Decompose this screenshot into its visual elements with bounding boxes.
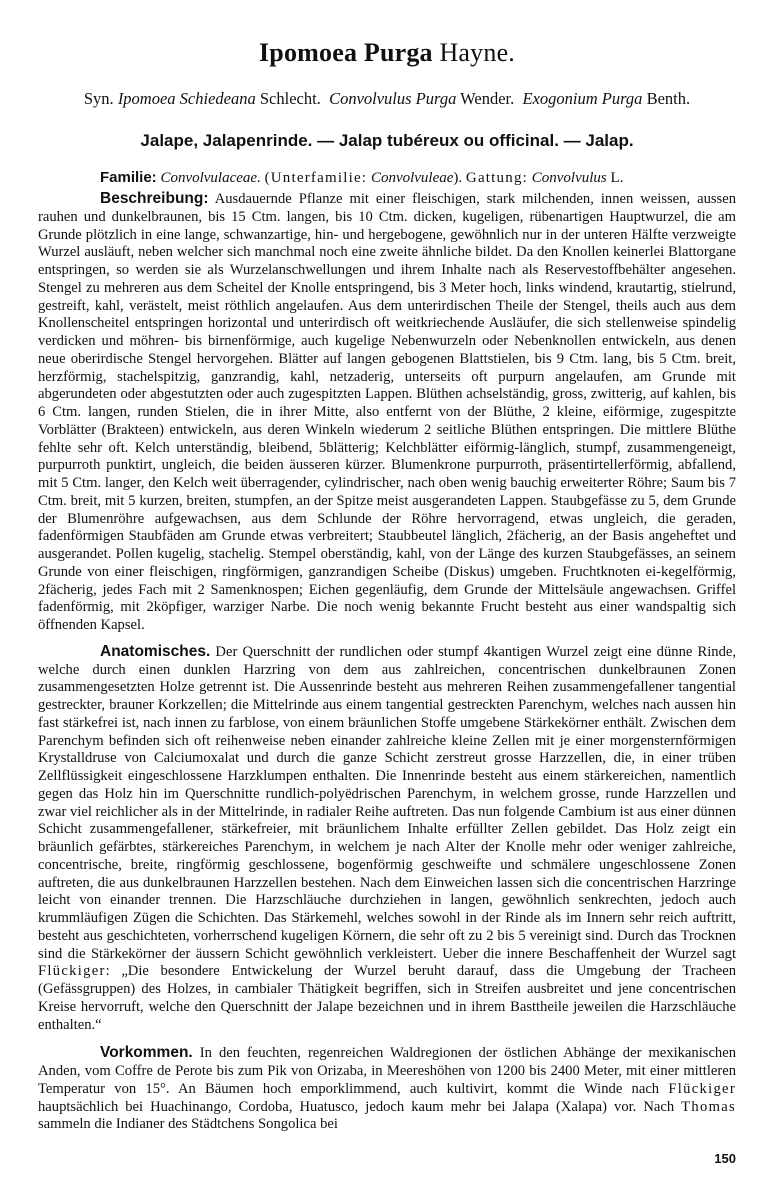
taxonomy-line xyxy=(38,168,736,188)
anatomy-heading: Anatomisches. xyxy=(100,642,211,660)
anatomy-text-before: Der Querschnitt der rundlichen oder stumpf 4kantigen Wurzel zeigt eine dünne Rinde, welche durch einen dunklen Harzring von dem aus zahlreichen, concentrischen dunkelbraunen Zonen zusammengesetzten Holze getrennt ist. Die Aussenrinde besteht aus mehreren Reihen zusammengefallener tangential gestreckter, brauner Korkzellen; die Mittelrinde aus einem tangential gestreckten Parenchym, welches nach aussen hin fast stärkefrei ist, nach innen zu farblose, von einem bräunlichen Stoffe umgebene Stärkekörner enthält. Zwischen dem Parenchym befinden sich oft reihenweise neben einander zahlreiche kleine Zellen mit je einer morgensternförmigen Krystalldruse von Calciumoxalat und durch die ganze Schicht zerstreut grosse Harzzellen, die, in einer trüben Zellflüssigkeit eingeschlossene Harzklumpen enthalten. Die Innenrinde besteht aus einem stärkereichen, namentlich gegen das Holz hin im Querschnitte rundlich-polyëdrischen Parenchym, in welchem grosse, runde Harzzellen und zwar viel reichlicher als in der Mittelrinde, in radialer Reihe auftreten. Das nun folgende Cambium ist aus einer dünnen Schicht zusammengefallener, stärkefreier, mit bräunlichem Inhalte erfüllter Zellen gebildet. Das Holz zeigt ein bräunlich gefärbtes, stärkereiches Parenchym, in welchem je nach Alter der Knolle mehr oder weniger zahlreiche, concentrische, breite, ringförmig geschlossene, bogenförmig geschweifte und schmälere ungeschlossene Zonen auftreten, die aus dunkelbraunen Harzzellen bestehen. Nach dem Einweichen lassen sich die concentrischen Harzringe leicht von einander trennen. Die Harzschläuche durchziehen in langen, gewöhnlich senkrechten, jedoch auch krummläufigen Zügen die Schichten. Das Stärkemehl, welches sowohl in der Rinde als im Innern sehr reich auftritt, besteht aus geschichteten, vorherrschend kugeligen Körnern, die sehr oft zu 2 bis 5 vereinigt sind. Durch das Trocknen sind die Stärkekörner der äussern Schicht gewöhnlich verkleistert. Ueber die innere Beschaffenheit der Wurzel sagt xyxy=(38,643,736,962)
plant-title xyxy=(38,0,736,68)
description-heading: Beschreibung: xyxy=(100,190,209,207)
occurrence-text-middle: hauptsächlich bei Huachinango, Cordoba, Huatusco, jedoch kaum mehr bei Jalapa (Xalapa) vor. Nach xyxy=(38,1098,675,1115)
occurrence-person-2: Thomas xyxy=(681,1098,736,1115)
common-names: Jalape, Jalapenrinde. — Jalap tubéreux ou officinal. — Jalap. xyxy=(140,131,634,150)
subfamily-label: (Unterfamilie: xyxy=(264,170,368,186)
occurrence-text-after: sammeln die Indianer des Städtchens Songolica bei xyxy=(38,1116,338,1133)
description-text: Ausdauernde Pflanze mit einer fleischigen, stark milchenden, innen weissen, aussen rauhen und dunkelbraunen, bis 15 Ctm. langen, bis 10 Ctm. dicken, kugeligen, rübenartigen Hauptwurzel, die am Grunde plötzlich in eine lange, schwanzartige, hin- und hergebogene, gewöhnlich nur in der unteren Hälfte verzweigte Wurzel ausläuft, neben welcher sich manchmal noch eine zweite ähnliche bildet. Da den Knollen keinerlei Blattorgane entspringen, so werden sie als Wurzelanschwellungen und ihrem Inhalte nach als Reservestoffbehälter angesehen. Stengel zu mehreren aus dem Scheitel der Knolle entspringend, bis 3 Meter hoch, links windend, krautartig, stielrund, gestreift, kahl, verästelt, meist röthlich angelaufen. Aus dem unterirdischen Theile der Stengel, theils auch aus dem Knollenscheitel entspringen horizontal und unterirdisch oft weitkriechende Ausläufer, die sich stellenweise spindelig verdicken und möhren- bis birnenförmige, auch kugelige Nebenwurzeln oder Nebenknollen entwickeln, aus denen neue oberirdische Stengel hervorgehen. Blätter auf langen gebogenen Blattstielen, bis 9 Ctm. lang, bis 5 Ctm. breit, herzförmig, stachelspitzig, ganzrandig, kahl, netzaderig, unterseits oft purpurn angelaufen, am Grunde mit abgerundeten oder abgestutzten oder auch zugespitzten Lappen. Blüthen achselständig, gross, zwitterig, auf kahlen, bis 6 Ctm. langen, runden Stielen, die in ihrer Mitte, also entfernt von der Blüthe, 2 kleine, eiförmige, zugespitzte Vorblätter (Brakteen) entwickeln, aus deren Winkeln wiederum 2 seitliche Blüthen entspringen. Die mittlere Blüthe fehlte sehr oft. Kelch unterständig, bleibend, 5blätterig; Kelchblätter eiförmig-länglich, stumpf, zusammengeneigt, purpurroth punktirt, ungleich, die beiden äusseren kürzer. Blumenkrone purpurroth, präsentirtellerförmig, abfallend, mit 5 Ctm. langer, den Kelch weit überragender, cylindrischer, nach oben wenig bauchig erweiterter Röhre; Saum bis 7 Ctm. breit, mit 5 kurzen, breiten, stumpfen, an der Spitze meist ausgerandeten Lappen. Staubgefässe zu 5, dem Grunde der Blumenröhre aufgewachsen, aus dem Schlunde der Röhre hervorragend, etwas ungleich, die geraden, fadenförmigen Staubfäden am Grunde etwas verbreitert; Staubbeutel länglich, 2fächerig, an der Basis angeheftet und ausgerandet. Pollen kugelig, stachelig. Stempel oberständig, kahl, von der Länge des kurzen Staubgefässes, an seinem Grunde von einer fleischigen, ringförmigen, ganzrandigen Scheibe (Diskus) umgeben. Fruchtknoten ei-kegelförmig, 2fächerig, jedes Fach mit 2 Samenknospen; Eichen gegenläufig, dem Grunde der Mittelsäule angewachsen. Griffel fadenförmig, mit 2köpfiger, warziger Narbe. Die noch wenig bekannte Frucht besteht aus einer wandspaltig sich öffnenden Kapsel. xyxy=(38,191,737,633)
genus-author: L. xyxy=(610,170,624,186)
plant-name: Ipomoea Purga xyxy=(258,38,433,67)
anatomy-person: Flückiger xyxy=(38,963,106,980)
synonym-3-name: Exogonium Purga xyxy=(522,89,643,108)
anatomy-paragraph xyxy=(38,643,736,1035)
subfamily-name: Convolvuleae xyxy=(370,170,454,186)
occurrence-text-before: In den feuchten, regenreichen Waldregionen der östlichen Abhänge der mexikanischen Anden, vom Coffre de Perote bis zum Pik von Orizaba, in Meereshöhen von 1200 bis 2400 Meter, mit einer mittleren Temperatur von 15°. An Bäumen hoch emporklimmend, auch kultivirt, kommt die Winde nach xyxy=(38,1045,736,1097)
family-label: Familie: xyxy=(100,169,157,186)
synonym-3-author: Benth. xyxy=(646,89,691,108)
description-paragraph xyxy=(38,190,736,635)
synonym-1-author: Schlecht. xyxy=(259,89,321,108)
genus-name: Convolvulus xyxy=(531,170,607,186)
synonyms-prefix: Syn. xyxy=(83,89,114,108)
genus-label: Gattung: xyxy=(465,170,529,186)
synonym-2-name: Convolvulus Purga xyxy=(329,89,457,108)
subfamily-close: ). xyxy=(453,170,463,186)
occurrence-person-1: Flückiger xyxy=(668,1080,736,1097)
synonyms-line xyxy=(38,88,736,110)
plant-author: Hayne. xyxy=(439,38,516,67)
occurrence-paragraph xyxy=(38,1044,736,1134)
page-number: 150 xyxy=(714,1151,736,1166)
anatomy-text-after: : „Die besondere Entwickelung der Wurzel beruht darauf, dass die Umgebung der Tracheen (Gefässgruppen) des Holzes, in cambialer Thätigkeit begriffen, sich in Streifen ausbreitet und jene concentrischen Kreise hervorruft, welche den Querschnitt der Jalape bezeichnen und in ihrem Basttheile jeweilen die Harzschläuche enthalten.“ xyxy=(38,963,736,1033)
occurrence-heading: Vorkommen. xyxy=(100,1044,193,1062)
synonym-1-name: Ipomoea Schiedeana xyxy=(117,89,256,108)
synonym-2-author: Wender. xyxy=(460,89,515,108)
family-name: Convolvulaceae. xyxy=(160,170,261,186)
